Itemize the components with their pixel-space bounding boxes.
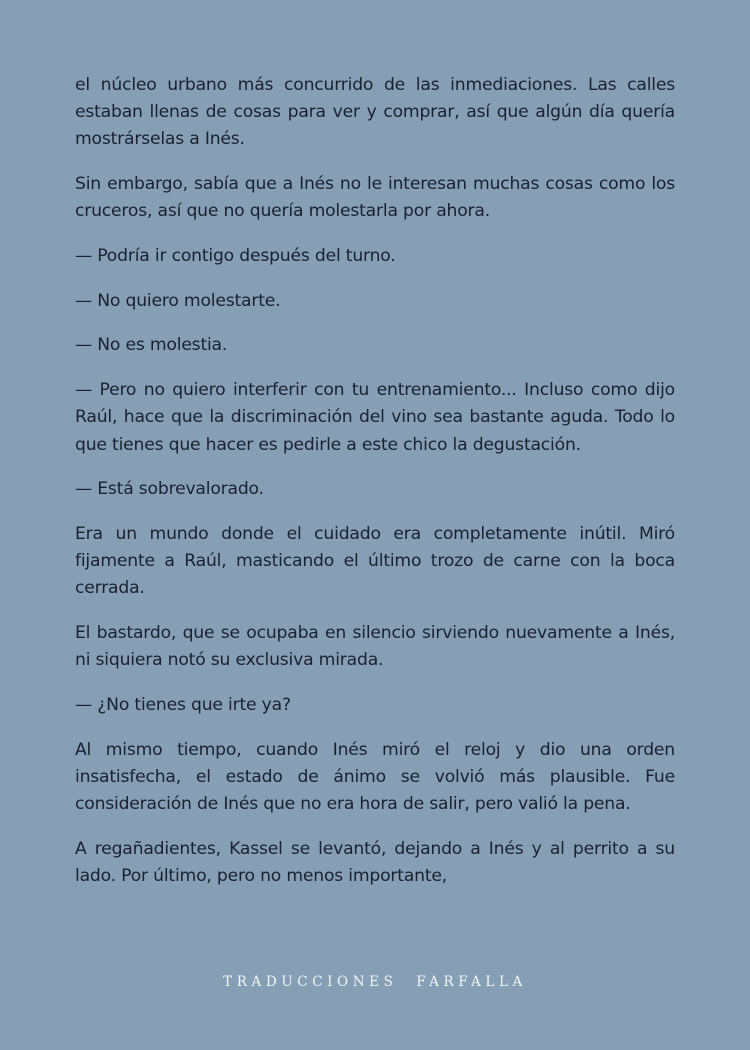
paragraph: Era un mundo donde el cuidado era completamente inútil. Miró fijamente a Raúl, masticando el último trozo de carne con la boca cerrada. [75,523,675,599]
page-body [75,72,675,908]
dialogue-line: — ¿No tienes que irte ya? [75,694,291,715]
dialogue-line: — Pero no quiero interferir con tu entrenamiento... Incluso como dijo Raúl, hace que la discriminación del vino sea bastante aguda. Todo lo que tienes que hacer es pedirle a este chico la degustación. [75,380,675,455]
paragraph: el núcleo urbano más concurrido de las inmediaciones. Las calles estaban llenas de cosas para ver y comprar, así que algún día quería mostrárselas a Inés. [75,75,675,150]
paragraph: A regañadientes, Kassel se levantó, dejando a Inés y al perrito a su lado. Por último, pero no menos importante, [75,838,675,886]
dialogue-line: — Podría ir contigo después del turno. [75,246,396,267]
footer-watermark: TRADUCCIONES FARFALLA [223,974,527,990]
paragraph: Sin embargo, sabía que a Inés no le interesan muchas cosas como los cruceros, así que no quería molestarla por ahora. [75,174,675,222]
dialogue-line: — No es molestia. [75,335,228,356]
paragraph: El bastardo, que se ocupaba en silencio sirviendo nuevamente a Inés, ni siquiera notó su exclusiva mirada. [75,623,675,671]
dialogue-line: — Está sobrevalorado. [75,479,264,500]
paragraph: Al mismo tiempo, cuando Inés miró el reloj y dio una orden insatisfecha, el estado de ánimo se volvió más plausible. Fue consideración de Inés que no era hora de salir, pero valió la pena. [75,739,675,815]
dialogue-line: — No quiero molestarte. [75,290,281,311]
